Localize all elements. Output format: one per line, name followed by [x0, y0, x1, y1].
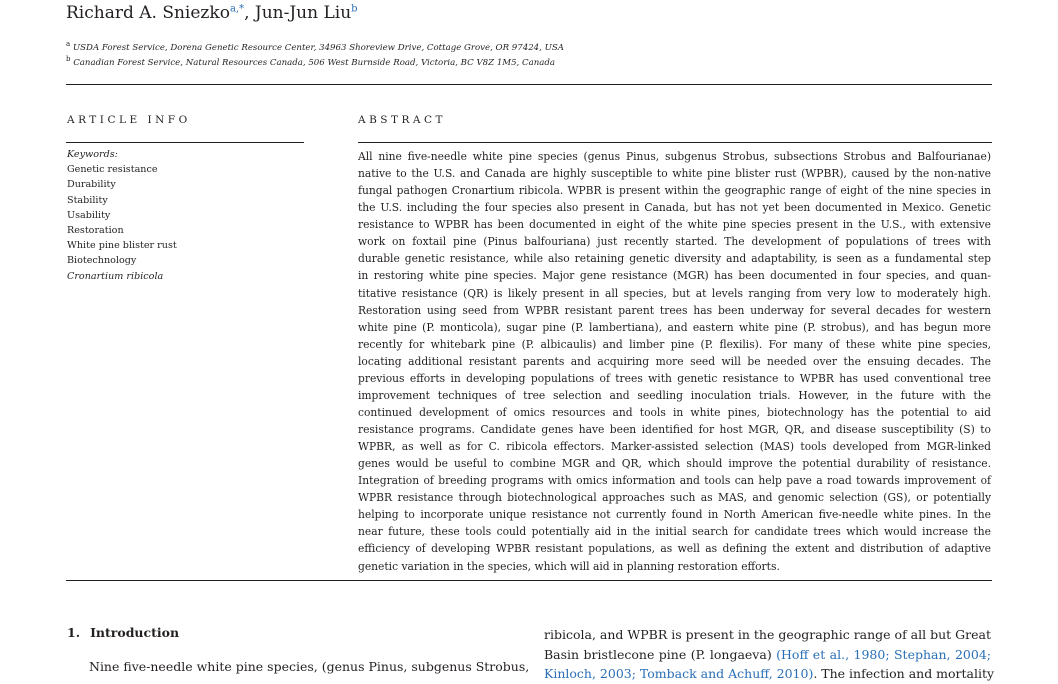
- abstract-line: continued development of omics resources and tools in white pines, biotechnology has the potential to aid: [358, 405, 991, 419]
- keyword-item: Biotechnology: [67, 255, 137, 267]
- abstract-line: WPBR, as well as for C. ribicola effectors. Marker-assisted selection (MAS) tools developed from MGR-linked: [358, 440, 991, 454]
- affiliation-text: USDA Forest Service, Dorena Genetic Resource Center, 34963 Shoreview Drive, Cottage Grove, OR 97424, USA: [72, 42, 564, 53]
- citation-link[interactable]: (Hoff et al., 1980; Stephan, 2004;: [776, 646, 991, 662]
- abstract-line: Restoration using seed from WPBR resistant parent trees has been underway for several decades for western: [358, 303, 991, 317]
- abstract-line: helping to incorporate unique resistance not currently found in North American five-needle white pines. In the: [358, 508, 991, 522]
- intro-text: . The infection and mortality: [813, 666, 995, 681]
- abstract-line: white pine (P. monticola), sugar pine (P. lambertiana), and eastern white pine (P. strobus), and has begun more: [358, 320, 991, 334]
- section-title: Introduction: [90, 625, 180, 640]
- keyword-item: Stability: [67, 194, 108, 206]
- keyword-item: Usability: [67, 209, 111, 221]
- intro-text: Basin bristlecone pine (P. longaeva): [544, 646, 777, 662]
- abstract-line: improvement techniques of tree selection and seedling inoculation trials. However, in the future with the: [358, 388, 991, 402]
- article-info-divider: [66, 142, 304, 143]
- abstract-line: locating additional resistant parents and acquiring more seed will be needed over the ensuing decades. The: [358, 354, 991, 368]
- abstract-line: previous efforts in developing populations of trees with genetic resistance to WPBR has used conventional tree: [358, 371, 991, 385]
- abstract-line: native to the U.S. and Canada are highly susceptible to white pine blister rust (WPBR), caused by the non-native: [358, 167, 991, 181]
- affiliation-mark: b: [66, 55, 71, 63]
- article-info-heading: ARTICLE INFO: [67, 114, 191, 126]
- keywords-block: [67, 147, 177, 284]
- author-marks[interactable]: a,*: [229, 3, 245, 15]
- keywords-label: Keywords:: [67, 149, 118, 160]
- section-number: 1.: [67, 625, 81, 640]
- abstract-body: [358, 148, 991, 575]
- intro-col1-text: Nine five-needle white pine species, (genus Pinus, subgenus Strobus,: [89, 659, 530, 674]
- affiliation: [66, 55, 555, 68]
- abstract-line: durable genetic resistance, while also retaining genetic diversity and adaptability, is seen as a fundamental step: [358, 252, 991, 266]
- affiliation: [66, 40, 564, 53]
- intro-col2-line: [544, 664, 995, 684]
- abstract-line: recently for whitebark pine (P. albicaulis) and limber pine (P. flexilis). For many of these white pine species,: [358, 337, 991, 351]
- abstract-line: Integration of breeding programs with omics information and tools can help pave a road towards improvement of: [358, 474, 991, 488]
- header-divider: [66, 84, 992, 85]
- abstract-heading: ABSTRACT: [358, 114, 447, 126]
- abstract-line: genes would be useful to combine MGR and QR, which should improve the potential durability of resistance.: [358, 457, 991, 471]
- abstract-line: efficiency of developing WPBR resistant populations, as well as defining the extent and distribution of adaptive: [358, 542, 991, 556]
- abstract-line: work on foxtail pine (Pinus balfouriana) just recently started. The development of populations of trees with: [358, 235, 991, 249]
- affiliation-mark: a: [66, 40, 71, 48]
- author-name[interactable]: Jun-Jun Liu: [254, 3, 352, 23]
- abstract-line: WPBR resistance through biotechnological approaches such as MAS, and genomic selection (GS), or potentially: [358, 491, 991, 505]
- abstract-line: the U.S. including the four species also present in Canada, but has not yet been documented in Mexico. Genetic: [358, 201, 991, 215]
- intro-col2-line: [544, 645, 991, 665]
- keyword-item: White pine blister rust: [67, 240, 177, 252]
- keyword-item: Durability: [67, 179, 116, 191]
- intro-col2-line: ribicola, and WPBR is present in the geographic range of all but Great: [544, 627, 991, 642]
- keyword-item: Cronartium ribicola: [67, 270, 164, 282]
- author-name[interactable]: Richard A. Sniezko: [66, 3, 230, 23]
- author-separator: ,: [244, 3, 255, 23]
- affiliation-text: Canadian Forest Service, Natural Resources Canada, 506 West Burnside Road, Victoria, BC V8Z 1M5, Canada: [73, 57, 556, 68]
- abstract-line: near future, these tools could potentially aid in the initial search for candidate trees which would increase the: [358, 525, 991, 539]
- abstract-line: All nine five-needle white pine species (genus Pinus, subgenus Strobus, subsections Strobus and Balfourianae): [358, 150, 991, 163]
- abstract-line: resistance to WPBR has been documented in eight of the white pine species present in the U.S., with extensive: [358, 218, 991, 232]
- keyword-item: Restoration: [67, 225, 124, 237]
- abstract-line: fungal pathogen Cronartium ribicola. WPBR is present within the geographic range of eight of the nine species in: [358, 184, 991, 198]
- keyword-item: Genetic resistance: [67, 164, 158, 176]
- abstract-line: genetic variation in the species, which will aid in planning restoration efforts.: [358, 559, 780, 573]
- author-marks[interactable]: b: [351, 3, 358, 15]
- section-heading: [67, 625, 179, 640]
- abstract-line: in restoring white pine species. Major gene resistance (MGR) has been documented in four species, and quan-: [358, 269, 991, 283]
- citation-link[interactable]: Kinloch, 2003; Tomback and Achuff, 2010): [544, 666, 814, 681]
- abstract-line: titative resistance (QR) is likely present in all species, but at levels ranging from very low to moderately high.: [358, 286, 991, 300]
- author-line: [66, 3, 358, 23]
- abstract-end-divider: [66, 580, 992, 581]
- abstract-line: resistance programs. Candidate genes have been identified for host MGR, QR, and disease susceptibility (S) to: [358, 423, 991, 436]
- abstract-divider: [358, 142, 992, 143]
